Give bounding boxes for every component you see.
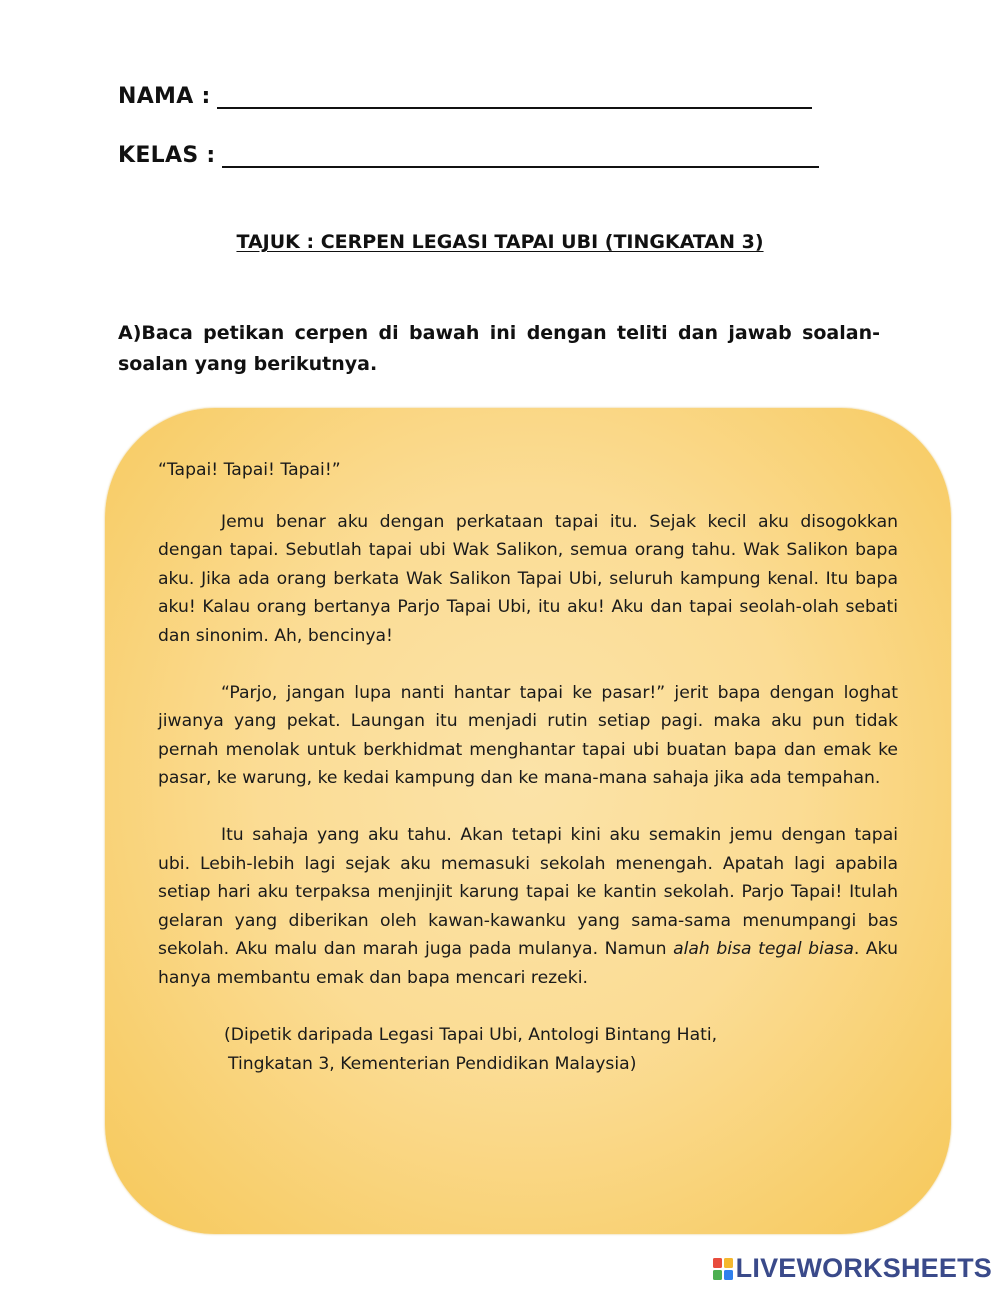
- liveworksheets-logo-icon: [713, 1258, 733, 1280]
- passage-opening: “Tapai! Tapai! Tapai!”: [158, 460, 341, 480]
- kelas-label: KELAS :: [118, 143, 216, 168]
- paragraph-3-idiom: alah bisa tegal biasa: [673, 939, 854, 960]
- instruction-text: A)Baca petikan cerpen di bawah ini dengan teliti dan jawab soalan-soalan yang berikutnya.: [118, 322, 880, 375]
- liveworksheets-brand: [713, 1253, 992, 1284]
- citation-line-1: (Dipetik daripada Legasi Tapai Ubi, Antologi Bintang Hati,: [224, 1024, 718, 1045]
- passage-paragraph-1: Jemu benar aku dengan perkataan tapai itu. Sejak kecil aku disogokkan dengan tapai. Sebutlah tapai ubi Wak Salikon, semua orang tahu. Wak Salikon bapa aku. Jika ada orang berkata Wak Salikon Tapai Ubi, seluruh kampung kenal. Itu bapa aku! Kalau orang bertanya Parjo Tapai Ubi, itu aku! Aku dan tapai seolah-olah sebati dan sinonim. Ah, bencinya!: [158, 511, 898, 646]
- kelas-input-line[interactable]: [222, 144, 819, 168]
- passage-citation: [224, 1021, 898, 1079]
- worksheet-title: TAJUK : CERPEN LEGASI TAPAI UBI (TINGKATAN 3): [236, 231, 764, 253]
- nama-input-line[interactable]: [217, 85, 812, 109]
- citation-line-2: Tingkatan 3, Kementerian Pendidikan Malaysia): [228, 1053, 637, 1074]
- paragraph-3-text: Itu sahaja yang aku tahu. Akan tetapi kini aku semakin jemu dengan tapai ubi. Lebih-lebih lagi sejak aku memasuki sekolah menengah. Apatah lagi apabila setiap hari aku terpaksa menjinjit karung tapai ke kantin sekolah. Parjo Tapai! Itulah gelaran yang diberikan oleh kawan-kawanku yang sama-sama menumpangi bas sekolah. Aku malu dan marah juga pada mulanya. Namun: [158, 824, 898, 960]
- nama-field: [118, 84, 812, 109]
- passage-text: [158, 456, 898, 1079]
- passage-paragraph-3: [158, 821, 898, 993]
- kelas-field: [118, 143, 819, 168]
- brand-name: LIVEWORKSHEETS: [735, 1253, 992, 1283]
- paragraph-3-text-end: . Aku hanya membantu emak dan bapa mencari rezeki.: [158, 939, 898, 988]
- passage-paragraph-2: “Parjo, jangan lupa nanti hantar tapai ke pasar!” jerit bapa dengan loghat jiwanya yang pekat. Laungan itu menjadi rutin setiap pagi. maka aku pun tidak pernah menolak untuk berkhidmat menghantar tapai ubi buatan bapa dan emak ke pasar, ke warung, ke kedai kampung dan ke mana-mana sahaja jika ada tempahan.: [158, 682, 898, 789]
- nama-label: NAMA :: [118, 84, 211, 109]
